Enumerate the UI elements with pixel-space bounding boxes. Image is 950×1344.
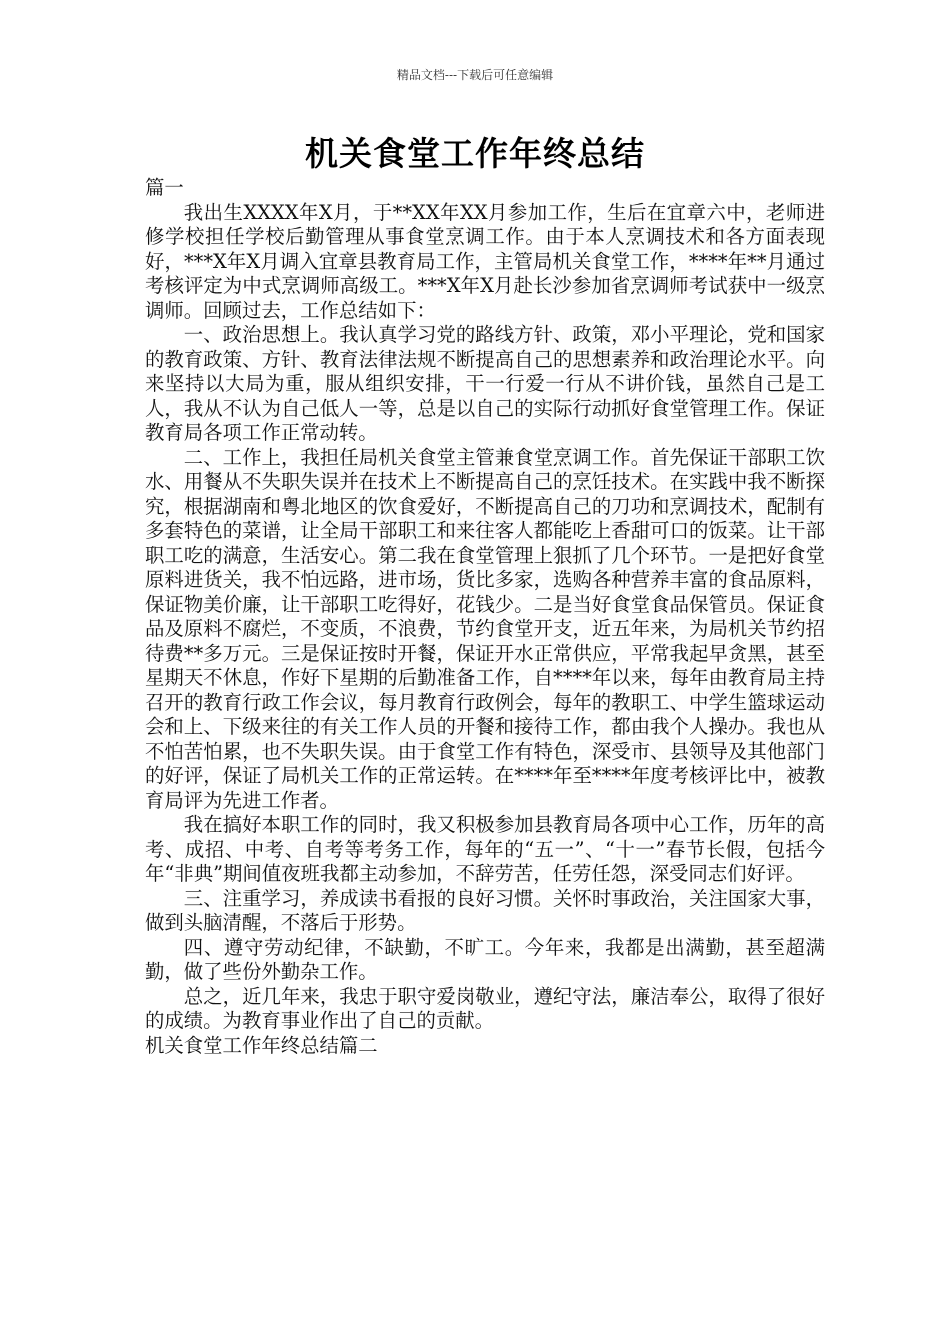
paragraph-conclusion: 总之，近几年来，我忠于职守爱岗敬业，遵纪守法，廉洁奉公，取得了很好的成绩。为教育事业作出了自己的贡献。 bbox=[145, 984, 825, 1032]
page-header: 精品文档---下载后可任意编辑 bbox=[396, 68, 554, 82]
paragraph-work: 二、工作上，我担任局机关食堂主管兼食堂烹调工作。首先保证干部职工饮水、用餐从不失职失误并在技术上不断提高自己的烹饪技术。在实践中我不断探究，根据湖南和粤北地区的饮食爱好，不断提高自己的刀功和烹调技术，配制有多套特色的菜谱，让全局干部职工和来往客人都能吃上香甜可口的饭菜。让干部职工吃的满意，生活安心。第二我在食堂管理上狠抓了几个环节。一是把好食堂原料进货关，我不怕远路，进市场，货比多家，选购各种营养丰富的食品原料，保证物美价廉，让干部职工吃得好，花钱少。二是当好食堂食品保管员。保证食品及原料不腐烂，不变质，不浪费，节约食堂开支，近五年来，为局机关节约招待费**多万元。三是保证按时开餐，保证开水正常供应，平常我起早贪黑，甚至星期天不休息，作好下星期的后勤准备工作，自****年以来，每年由教育局主持召开的教育行政工作会议，每月教育行政例会，每年的教职工、中学生篮球运动会和上、下级来往的有关工作人员的开餐和接待工作，都由我个人操办。我也从不怕苦怕累，也不失职失误。由于食堂工作有特色，深受市、县领导及其他部门的好评，保证了局机关工作的正常运转。在****年至****年度考核评比中，被教育局评为先进工作者。 bbox=[145, 445, 825, 812]
paragraph-study: 三、注重学习，养成读书看报的良好习惯。关怀时事政治，关注国家大事，做到头脑清醒，不落后于形势。 bbox=[145, 886, 825, 934]
document-body bbox=[145, 176, 825, 1058]
next-section-title: 机关食堂工作年终总结篇二 bbox=[145, 1033, 378, 1057]
paragraph-political: 一、政治思想上。我认真学习党的路线方针、政策，邓小平理论，党和国家的教育政策、方针、教育法律法规不断提高自己的思想素养和政治理论水平。向来坚持以大局为重，服从组织安排，干一行爱一行从不讲价钱，虽然自己是工人，我从不认为自己低人一等，总是以自己的实际行动抓好食堂管理工作。保证教育局各项工作正常动转。 bbox=[145, 323, 825, 444]
paragraph-discipline: 四、遵守劳动纪律，不缺勤，不旷工。今年来，我都是出满勤，甚至超满勤，做了些份外勤杂工作。 bbox=[145, 935, 825, 983]
paragraph-intro: 我出生XXXX年X月，于**XX年XX月参加工作，生后在宜章六中，老师进修学校担任学校后勤管理从事食堂烹调工作。由于本人烹调技术和各方面表现好，***X年X月调入宜章县教育局工作，主管局机关食堂工作，****年**月通过考核评定为中式烹调师高级工。***X年X月赴长沙参加省烹调师考试获中一级烹调师。回顾过去，工作总结如下： bbox=[145, 200, 825, 322]
document-title: 机关食堂工作年终总结 bbox=[305, 134, 645, 173]
section-label: 篇一 bbox=[145, 176, 184, 199]
paragraph-extra-duties: 我在搞好本职工作的同时，我又积极参加县教育局各项中心工作，历年的高考、成招、中考、自考等考务工作，每年的“五一”、“十一”春节长假，包括今年“非典”期间值夜班我都主动参加，不辞劳苦，任劳任怨，深受同志们好评。 bbox=[145, 813, 825, 885]
